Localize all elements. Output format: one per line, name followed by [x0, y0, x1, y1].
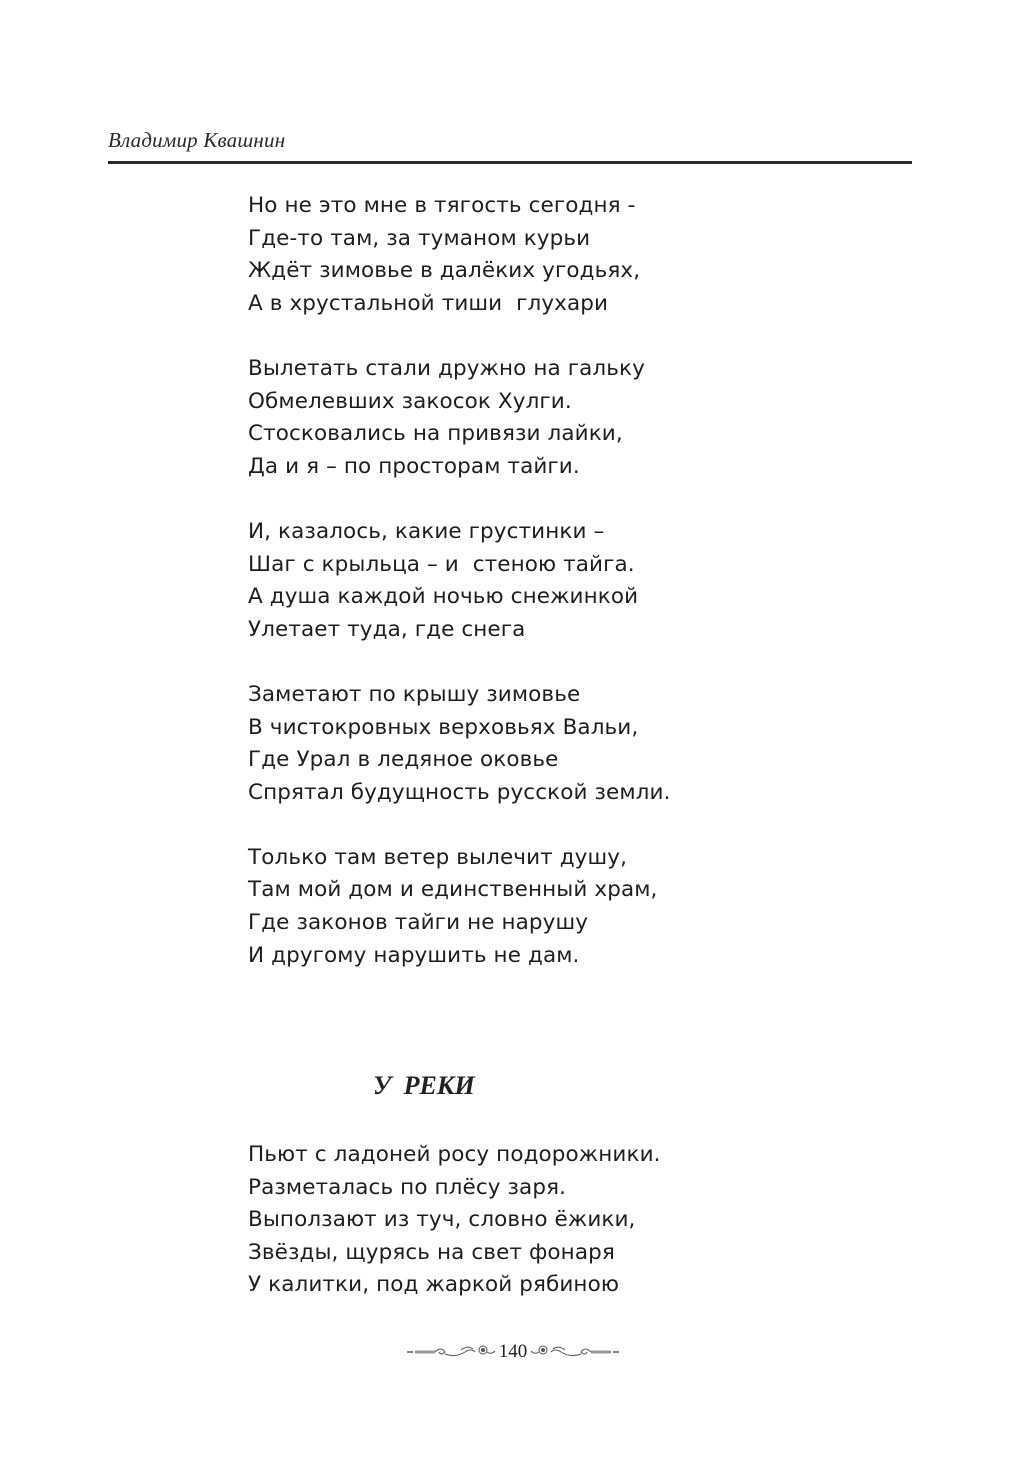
stanza — [248, 1139, 661, 1302]
verse-line: Спрятал будущность русской земли. — [248, 779, 671, 805]
verse-line: Разметалась по плёсу заря. — [248, 1174, 567, 1200]
verse-line: Выползают из туч, словно ёжики, — [248, 1207, 636, 1233]
page-number-folio — [400, 1337, 626, 1367]
verse-line: Ждёт зимовье в далёких угодьях, — [248, 258, 641, 284]
verse-line: Обмелевших закосок Хулги. — [248, 388, 572, 414]
verse-line: Заметают по крышу зимовье — [248, 681, 581, 707]
verse-line: Где законов тайги не нарушу — [248, 910, 589, 936]
poem-2 — [248, 1139, 661, 1302]
verse-line: Да и я – по просторам тайги. — [248, 453, 580, 479]
verse-line: Пьют с ладоней росу подорожники. — [248, 1142, 661, 1167]
poem-title: У РЕКИ — [373, 1071, 475, 1100]
verse-line: Где Урал в ледяное оковье — [248, 747, 559, 773]
verse-line: А в хрустальной тиши глухари — [248, 290, 609, 316]
right-floral-ornament-icon — [529, 1342, 621, 1362]
verse-line: Там мой дом и единственный храм, — [248, 877, 658, 903]
header-rule — [108, 161, 912, 164]
stanza — [248, 190, 671, 320]
verse-line: Вылетать стали дружно на гальку — [248, 355, 645, 381]
verse-line: Шаг с крыльца – и стеною тайга. — [248, 551, 635, 577]
verse-line: И другому нарушить не дам. — [248, 942, 580, 968]
poem-1 — [248, 190, 671, 972]
stanza — [248, 353, 671, 483]
verse-line: Где-то там, за туманом курьи — [248, 225, 591, 251]
verse-line: Но не это мне в тягость сегодня - — [248, 193, 636, 218]
verse-line: У калитки, под жаркой рябиною — [248, 1272, 620, 1298]
verse-line: И, казалось, какие грустинки – — [248, 518, 605, 544]
stanza — [248, 516, 671, 646]
running-head-author: Владимир Квашнин — [108, 128, 286, 152]
verse-line: А душа каждой ночью снежинкой — [248, 584, 639, 610]
verse-line: Улетает туда, где снега — [248, 616, 526, 642]
stanza — [248, 679, 671, 809]
verse-line: Только там ветер вылечит душу, — [248, 844, 628, 870]
page-number: 140 — [498, 1341, 528, 1362]
verse-line: В чистокровных верховьях Вальи, — [248, 714, 639, 740]
verse-line: Звёзды, щурясь на свет фонаря — [248, 1239, 615, 1265]
verse-line: Стосковались на привязи лайки, — [248, 421, 623, 447]
stanza — [248, 842, 671, 972]
left-floral-ornament-icon — [405, 1342, 497, 1362]
